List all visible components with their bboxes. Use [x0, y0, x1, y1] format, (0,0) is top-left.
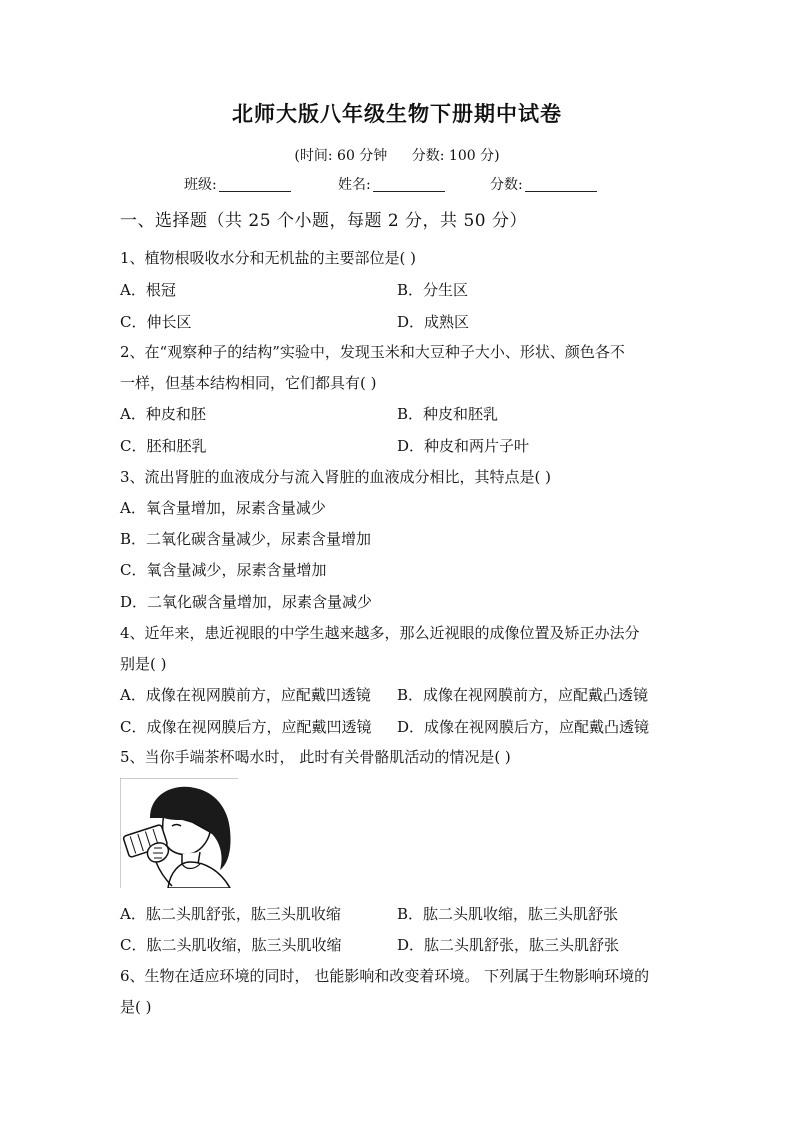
- name-field: [338, 174, 445, 194]
- name-label: 姓名:: [338, 177, 371, 193]
- question-2-option-b: B．种皮和胚乳: [397, 405, 499, 423]
- question-2-stem-line-1: 2、在“观察种子的结构”实验中，发现玉米和大豆种子大小、形状、颜色各不: [120, 343, 625, 361]
- class-field: [184, 174, 291, 194]
- question-5-option-a: A．肱二头肌舒张，肱三头肌收缩: [120, 905, 341, 923]
- question-3-option-c: C．氧含量减少，尿素含量增加: [120, 561, 327, 579]
- question-4-option-a: A．成像在视网膜前方，应配戴凹透镜: [120, 686, 371, 704]
- question-3-stem: 3、流出肾脏的血液成分与流入肾脏的血液成分相比，其特点是( ): [120, 468, 552, 486]
- question-1-option-b: B．分生区: [397, 281, 469, 299]
- section-heading: 一、选择题（共 25 个小题，每题 2 分，共 50 分）: [120, 211, 528, 231]
- girl-drinking-illustration: [120, 778, 238, 888]
- question-5-option-d: D．肱二头肌舒张，肱三头肌舒张: [397, 936, 620, 954]
- class-label: 班级:: [184, 177, 217, 193]
- question-4-stem-line-1: 4、近年来，患近视眼的中学生越来越多，那么近视眼的成像位置及矫正办法分: [120, 624, 640, 642]
- class-blank: [219, 177, 291, 192]
- question-2-option-a: A．种皮和胚: [120, 405, 206, 423]
- question-4-option-c: C．成像在视网膜后方，应配戴凹透镜: [120, 718, 372, 736]
- score-blank: [525, 177, 597, 192]
- exam-total-score: 分数: 100 分): [411, 148, 500, 164]
- question-4-stem-line-2: 别是( ): [120, 655, 167, 673]
- question-4-option-b: B．成像在视网膜前方，应配戴凸透镜: [397, 686, 649, 704]
- question-2-stem-line-2: 一样，但基本结构相同，它们都具有( ): [120, 374, 377, 392]
- question-6-stem-line-2: 是( ): [120, 998, 152, 1016]
- question-5-stem: 5、当你手端茶杯喝水时， 此时有关骨骼肌活动的情况是( ): [120, 748, 511, 766]
- question-1-option-c: C．伸长区: [120, 313, 192, 331]
- score-field: [490, 174, 597, 194]
- question-2-option-d: D．种皮和两片子叶: [397, 437, 530, 455]
- name-blank: [373, 177, 445, 192]
- question-1-stem: 1、植物根吸收水分和无机盐的主要部位是( ): [120, 249, 417, 267]
- question-5-option-c: C．肱二头肌收缩，肱三头肌收缩: [120, 936, 342, 954]
- question-3-option-a: A．氧含量增加，尿素含量减少: [120, 499, 326, 517]
- exam-time: (时间: 60 分钟: [294, 148, 388, 164]
- exam-info: [0, 145, 794, 165]
- exam-title: 北师大版八年级生物下册期中试卷: [232, 101, 562, 126]
- question-6-stem-line-1: 6、生物在适应环境的同时， 也能影响和改变着环境。 下列属于生物影响环境的: [120, 967, 650, 985]
- question-2-option-c: C．胚和胚乳: [120, 437, 207, 455]
- question-1-option-d: D．成熟区: [397, 313, 470, 331]
- score-label: 分数:: [490, 177, 523, 193]
- question-3-option-d: D．二氧化碳含量增加，尿素含量减少: [120, 593, 373, 611]
- question-3-option-b: B．二氧化碳含量减少，尿素含量增加: [120, 530, 372, 548]
- question-1-option-a: A．根冠: [120, 281, 176, 299]
- question-4-option-d: D．成像在视网膜后方，应配戴凸透镜: [397, 718, 650, 736]
- question-5-option-b: B．肱二头肌收缩，肱三头肌舒张: [397, 905, 619, 923]
